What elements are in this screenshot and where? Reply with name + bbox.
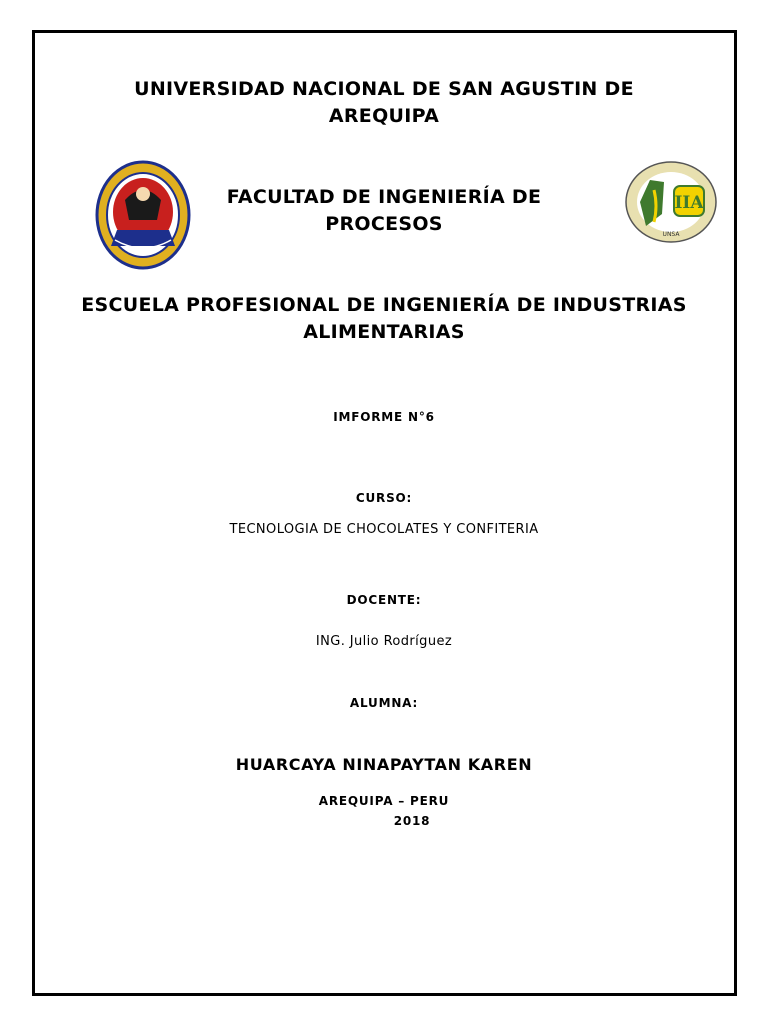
course-label: CURSO: <box>355 491 413 505</box>
faculty-name-line2: PROCESOS <box>325 213 443 235</box>
university-name <box>0 76 768 130</box>
course-value: TECNOLOGIA DE CHOCOLATES Y CONFITERIA <box>229 522 539 537</box>
faculty-name-line1: FACULTAD DE INGENIERÍA DE <box>226 186 542 208</box>
place: AREQUIPA – PERU <box>318 794 450 808</box>
faculty-name <box>0 184 768 238</box>
year: 2018 <box>393 814 431 828</box>
school-name-line2: ALIMENTARIAS <box>303 321 465 343</box>
svg-text:IIA: IIA <box>674 193 704 213</box>
teacher-value: ING. Julio Rodríguez <box>315 634 453 649</box>
svg-text:UNSA: UNSA <box>662 231 680 238</box>
school-name <box>0 292 768 346</box>
student-name: HUARCAYA NINAPAYTAN KAREN <box>235 755 533 774</box>
university-name-line2: AREQUIPA <box>328 105 440 127</box>
report-title: IMFORME N°6 <box>333 410 435 424</box>
teacher-label: DOCENTE: <box>346 593 422 607</box>
university-name-line1: UNIVERSIDAD NACIONAL DE SAN AGUSTIN DE <box>134 78 634 100</box>
student-label: ALUMNA: <box>349 696 419 710</box>
school-name-line1: ESCUELA PROFESIONAL DE INGENIERÍA DE INDUSTRIAS <box>81 294 687 316</box>
